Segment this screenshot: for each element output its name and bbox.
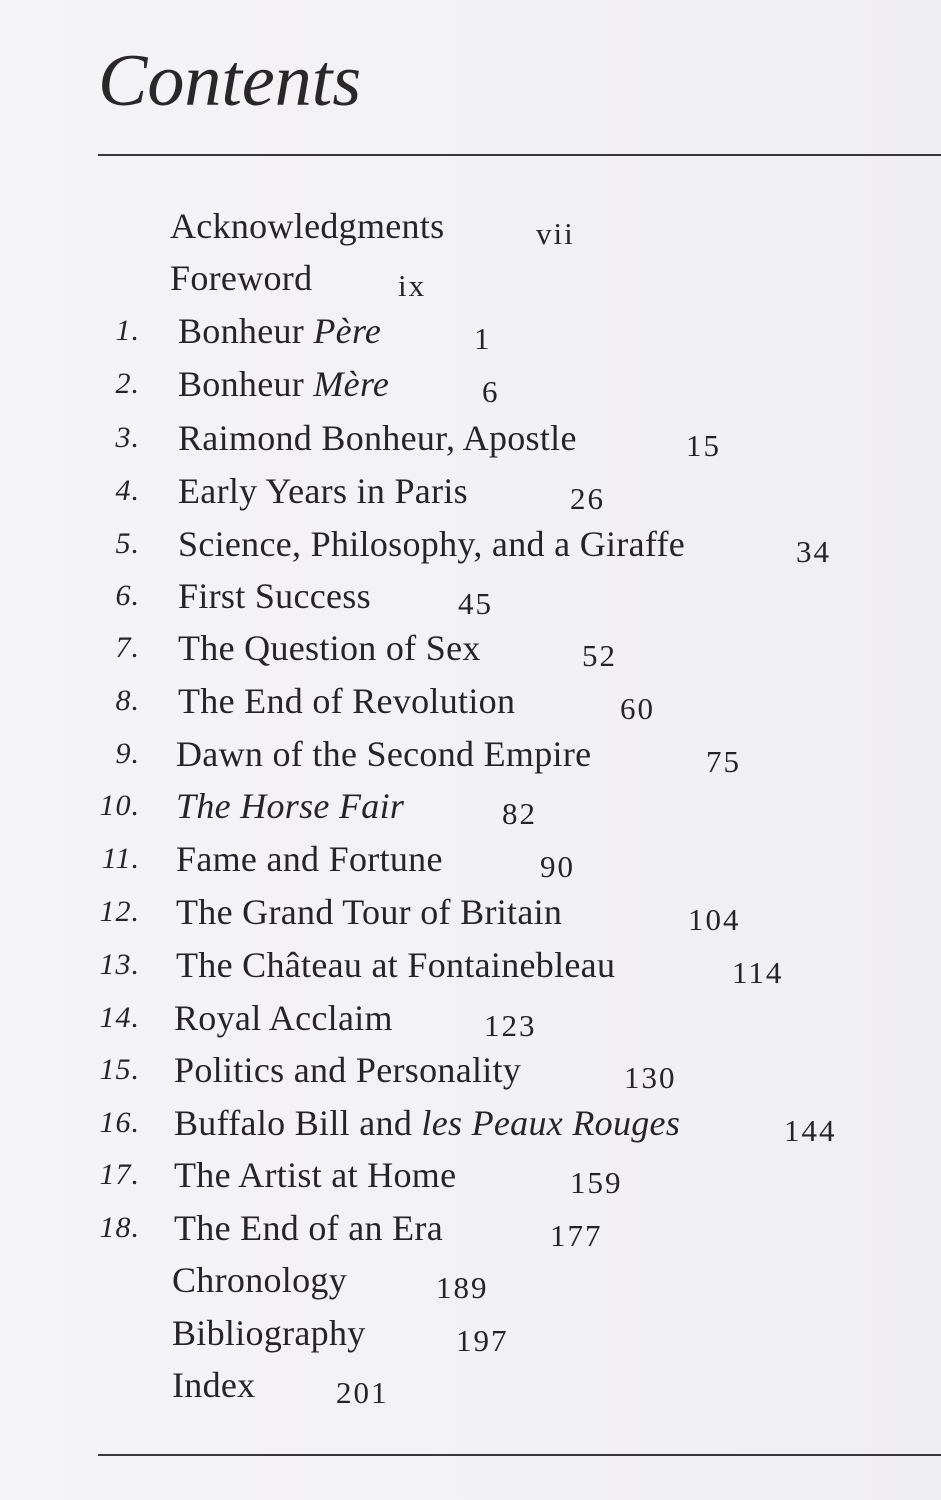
page-number: 26 (570, 481, 605, 516)
chapter-title: Dawn of the Second Empire (176, 734, 592, 774)
chapter-title (178, 360, 389, 408)
chapter-number: 3. (115, 421, 140, 454)
page-number: 82 (502, 796, 537, 831)
chapter-title: Early Years in Paris (178, 471, 468, 511)
page-number: 130 (624, 1060, 677, 1095)
chapter-number: 2. (115, 367, 140, 400)
page-number: 144 (784, 1113, 837, 1148)
chapter-title-italic-part: Père (313, 311, 382, 351)
page-number: 114 (732, 955, 784, 990)
top-divider (98, 154, 941, 156)
chapter-title: Fame and Fortune (176, 839, 443, 879)
chapter-title-part: Buffalo Bill and (174, 1103, 422, 1143)
page-number: 52 (582, 638, 617, 673)
chapter-number: 7. (115, 631, 140, 664)
chapter-title: The Château at Fontainebleau (176, 945, 616, 985)
chapter-number: 9. (115, 737, 140, 770)
chapter-title-italic-part: les Peaux Rouges (421, 1103, 681, 1143)
chapter-title: Chronology (172, 1260, 348, 1300)
chapter-title: The End of Revolution (178, 681, 516, 721)
page-number: 6 (482, 374, 500, 409)
chapter-number: 5. (115, 527, 140, 560)
chapter-title: The End of an Era (174, 1208, 443, 1248)
chapter-number: 16. (99, 1106, 140, 1139)
chapter-title: Raimond Bonheur, Apostle (178, 418, 577, 458)
chapter-title (178, 307, 381, 355)
chapter-number: 12. (99, 895, 140, 928)
page-number: 104 (688, 902, 741, 937)
page-number: 45 (458, 586, 493, 621)
page-number: 15 (686, 428, 721, 463)
page-number: 197 (456, 1323, 509, 1358)
page-number: 75 (706, 744, 741, 779)
chapter-title: The Grand Tour of Britain (176, 892, 563, 932)
chapter-number: 8. (115, 684, 140, 717)
page-number: 201 (336, 1375, 389, 1410)
chapter-title: Royal Acclaim (174, 998, 393, 1038)
chapter-number: 6. (115, 579, 140, 612)
page-number: 177 (550, 1218, 603, 1253)
chapter-title-part: Bonheur (178, 364, 314, 404)
page-number: 189 (436, 1270, 489, 1305)
chapter-title: Bibliography (172, 1313, 366, 1353)
chapter-number: 18. (99, 1211, 140, 1244)
chapter-title: Foreword (170, 258, 313, 298)
chapter-title-italic-part: Mère (313, 364, 390, 404)
chapter-title: Science, Philosophy, and a Giraffe (178, 524, 686, 564)
chapter-title-italic-part: The Horse Fair (176, 786, 405, 826)
chapter-title: The Artist at Home (174, 1155, 457, 1195)
chapter-number: 15. (99, 1053, 140, 1086)
page-number: 60 (620, 691, 655, 726)
page-number: 90 (540, 849, 575, 884)
chapter-number: 13. (99, 948, 140, 981)
chapter-number: 17. (99, 1158, 140, 1191)
bottom-divider (98, 1454, 941, 1456)
page-number: 34 (796, 534, 831, 569)
page-number: 1 (474, 321, 492, 356)
chapter-number: 1. (115, 314, 140, 347)
chapter-number: 4. (115, 474, 140, 507)
chapter-number: 11. (101, 842, 140, 875)
chapter-title: Acknowledgments (170, 206, 445, 246)
chapter-number: 14. (99, 1001, 140, 1034)
chapter-title (176, 782, 404, 830)
chapter-title: The Question of Sex (178, 628, 481, 668)
chapter-title (174, 1099, 680, 1147)
page-number: ix (398, 268, 427, 303)
chapter-title-part: Bonheur (178, 311, 314, 351)
chapter-title: Index (172, 1365, 256, 1405)
page-number: 159 (570, 1165, 623, 1200)
page-title: Contents (98, 40, 362, 122)
chapter-number: 10. (99, 789, 140, 822)
page-number: vii (536, 216, 575, 251)
page-number: 123 (484, 1008, 537, 1043)
chapter-title: Politics and Personality (174, 1050, 522, 1090)
chapter-title: First Success (178, 576, 371, 616)
